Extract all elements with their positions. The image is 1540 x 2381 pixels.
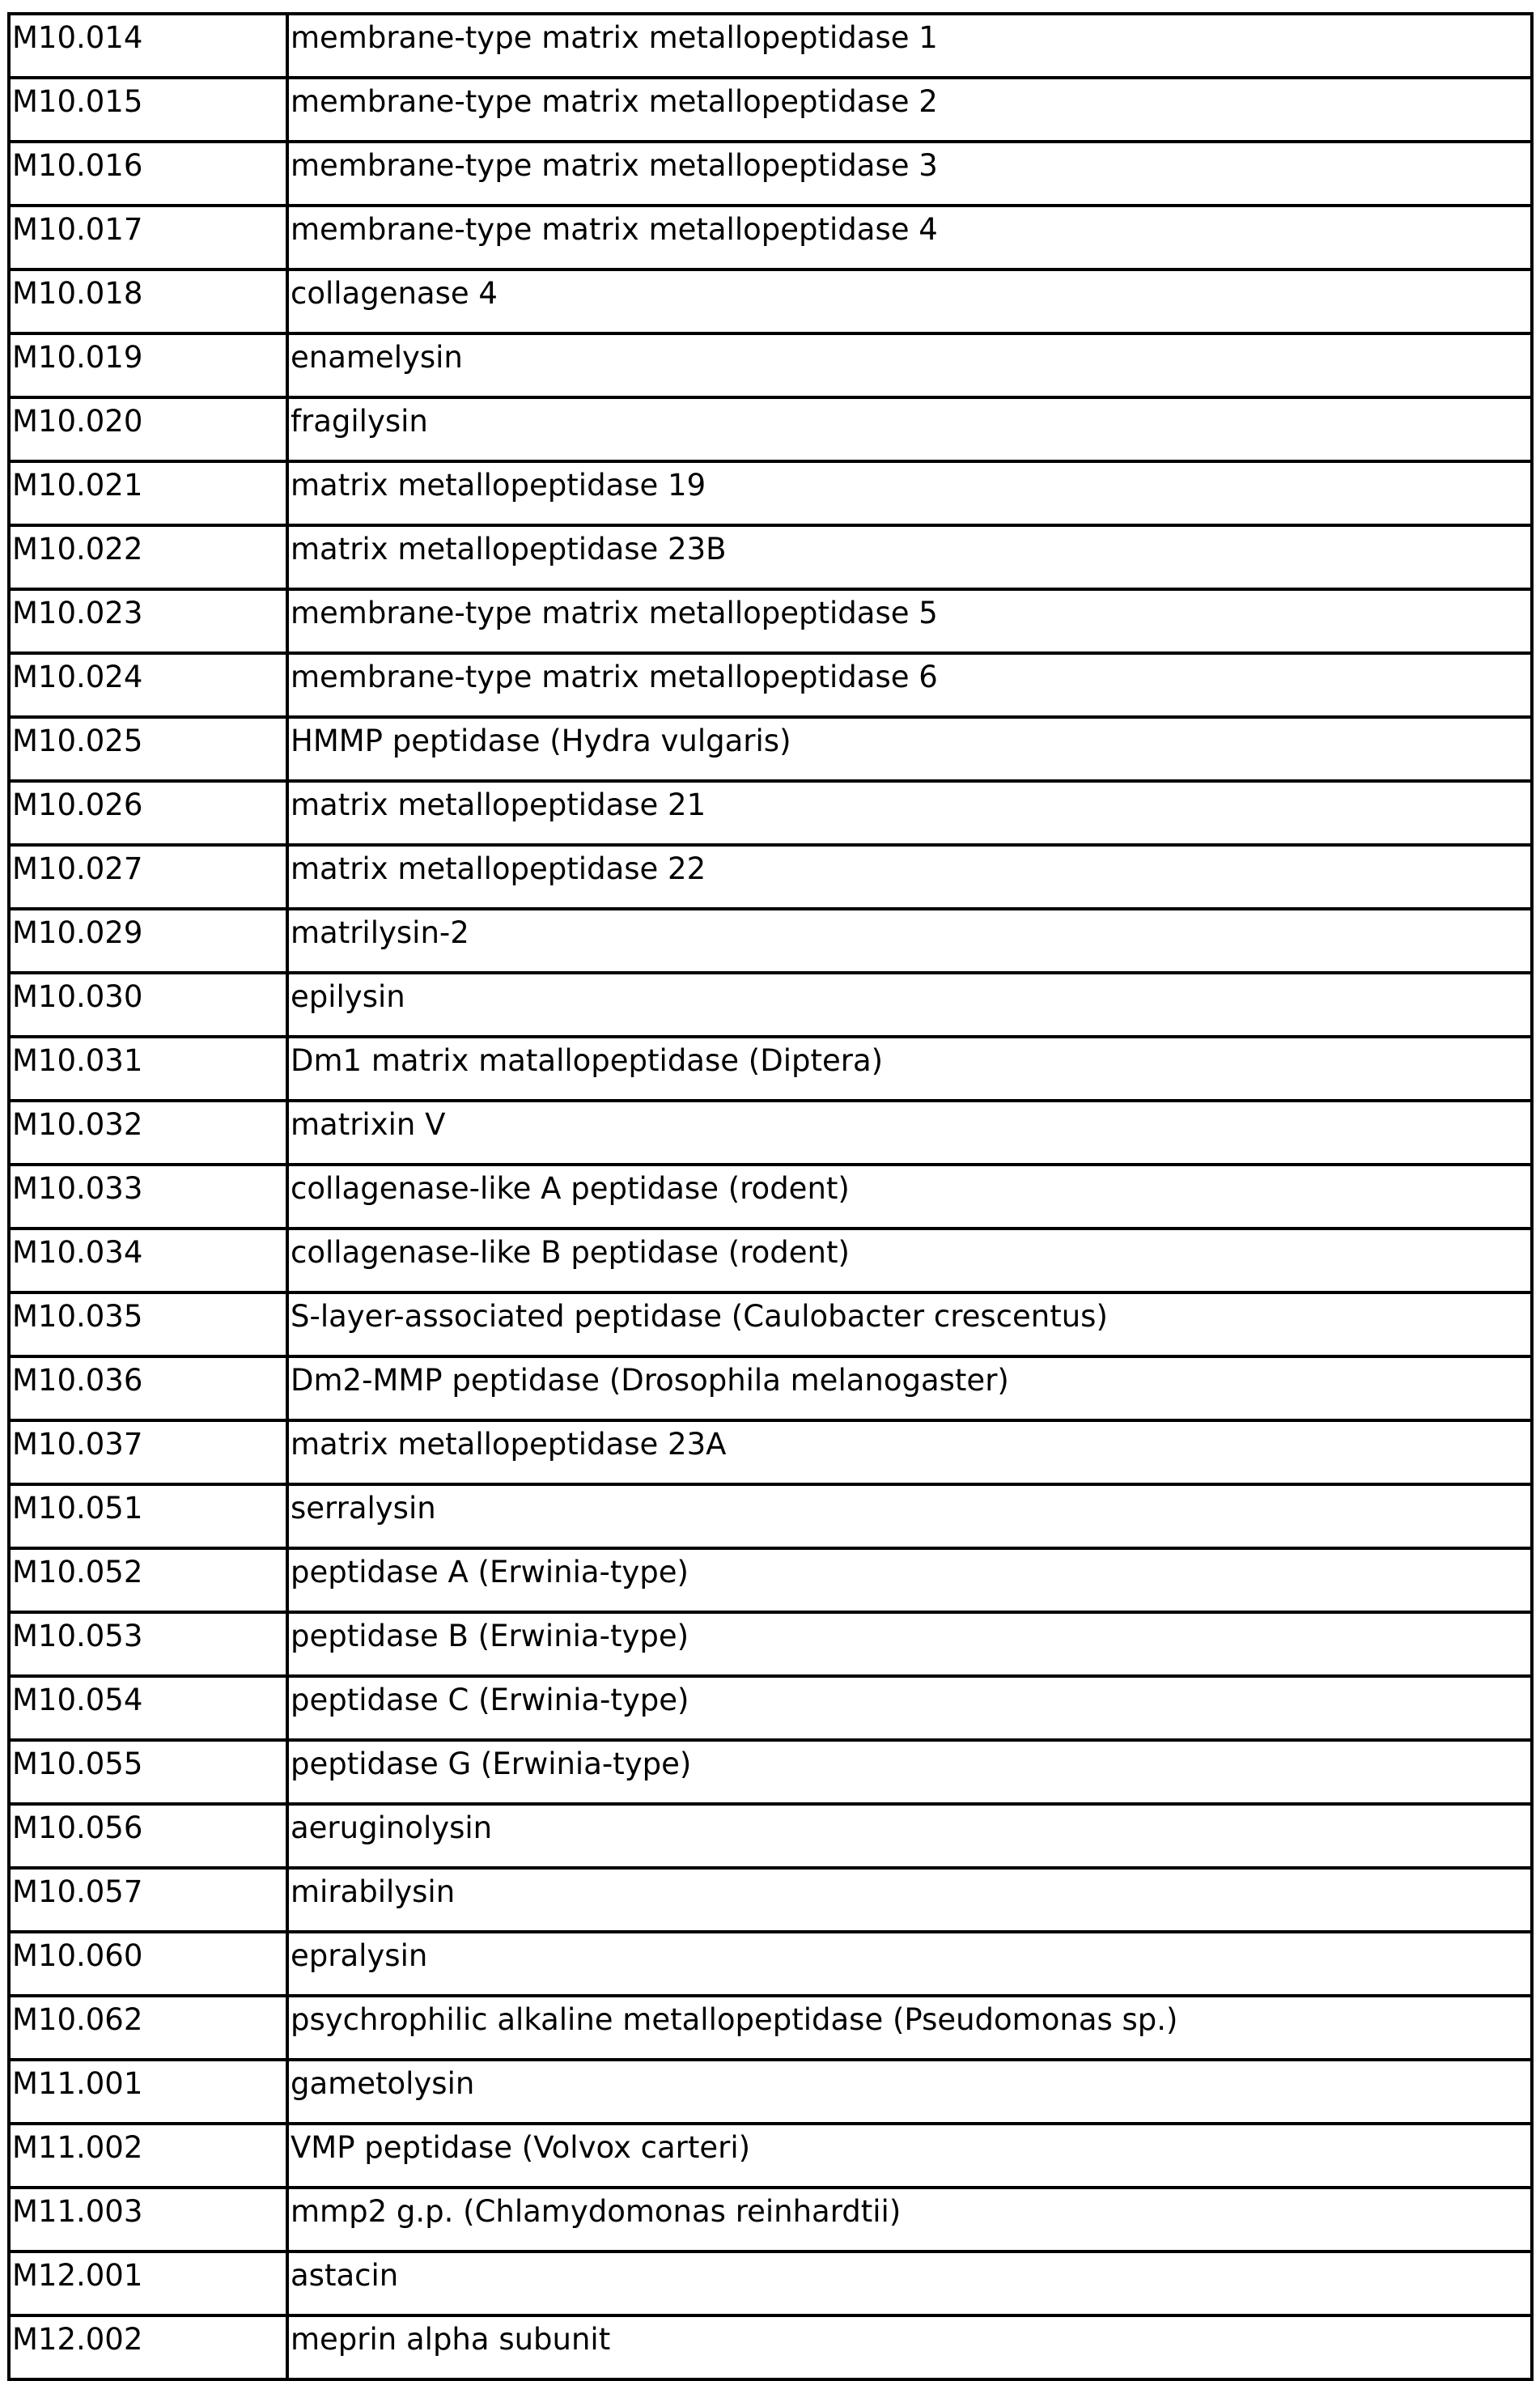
- table-body: [9, 14, 1532, 2379]
- table-row: [9, 1229, 1532, 1292]
- name-cell: Dm1 matrix matallopeptidase (Diptera): [287, 1037, 1532, 1101]
- code-cell: M10.022: [9, 525, 287, 589]
- name-cell: matrixin V: [287, 1101, 1532, 1165]
- code-cell: M10.055: [9, 1740, 287, 1804]
- name-cell: enamelysin: [287, 333, 1532, 397]
- name-cell: peptidase B (Erwinia-type): [287, 1612, 1532, 1676]
- peptidase-table: [7, 12, 1534, 2381]
- name-cell: Dm2-MMP peptidase (Drosophila melanogaster): [287, 1356, 1532, 1420]
- name-cell: peptidase A (Erwinia-type): [287, 1548, 1532, 1612]
- name-cell: fragilysin: [287, 397, 1532, 461]
- name-cell: meprin alpha subunit: [287, 2315, 1532, 2379]
- code-cell: M10.027: [9, 845, 287, 909]
- table-row: [9, 909, 1532, 973]
- code-cell: M10.053: [9, 1612, 287, 1676]
- name-cell: matrilysin-2: [287, 909, 1532, 973]
- table-row: [9, 2124, 1532, 2188]
- table-row: [9, 1996, 1532, 2060]
- code-cell: M12.001: [9, 2252, 287, 2315]
- table-row: [9, 2060, 1532, 2124]
- name-cell: matrix metallopeptidase 22: [287, 845, 1532, 909]
- name-cell: membrane-type matrix metallopeptidase 1: [287, 14, 1532, 78]
- table-row: [9, 717, 1532, 781]
- table-row: [9, 1101, 1532, 1165]
- table-row: [9, 1420, 1532, 1484]
- code-cell: M11.002: [9, 2124, 287, 2188]
- table-row: [9, 845, 1532, 909]
- code-cell: M10.021: [9, 461, 287, 525]
- table-row: [9, 1484, 1532, 1548]
- code-cell: M10.019: [9, 333, 287, 397]
- table-row: [9, 525, 1532, 589]
- table-row: [9, 142, 1532, 206]
- name-cell: peptidase C (Erwinia-type): [287, 1676, 1532, 1740]
- table-row: [9, 653, 1532, 717]
- table-row: [9, 781, 1532, 845]
- code-cell: M10.024: [9, 653, 287, 717]
- code-cell: M11.001: [9, 2060, 287, 2124]
- name-cell: membrane-type matrix metallopeptidase 3: [287, 142, 1532, 206]
- code-cell: M10.052: [9, 1548, 287, 1612]
- code-cell: M10.037: [9, 1420, 287, 1484]
- name-cell: astacin: [287, 2252, 1532, 2315]
- table-row: [9, 2315, 1532, 2379]
- name-cell: psychrophilic alkaline metallopeptidase (Pseudomonas sp.): [287, 1996, 1532, 2060]
- code-cell: M10.014: [9, 14, 287, 78]
- table-row: [9, 78, 1532, 142]
- table-row: [9, 333, 1532, 397]
- code-cell: M10.056: [9, 1804, 287, 1868]
- name-cell: peptidase G (Erwinia-type): [287, 1740, 1532, 1804]
- table-row: [9, 2188, 1532, 2252]
- code-cell: M11.003: [9, 2188, 287, 2252]
- code-cell: M10.051: [9, 1484, 287, 1548]
- table-row: [9, 1037, 1532, 1101]
- table-row: [9, 270, 1532, 333]
- table-row: [9, 397, 1532, 461]
- name-cell: matrix metallopeptidase 19: [287, 461, 1532, 525]
- table-row: [9, 2252, 1532, 2315]
- code-cell: M10.023: [9, 589, 287, 653]
- name-cell: aeruginolysin: [287, 1804, 1532, 1868]
- table-row: [9, 1932, 1532, 1996]
- table-row: [9, 973, 1532, 1037]
- code-cell: M10.018: [9, 270, 287, 333]
- table-row: [9, 1676, 1532, 1740]
- name-cell: mirabilysin: [287, 1868, 1532, 1932]
- name-cell: membrane-type matrix metallopeptidase 2: [287, 78, 1532, 142]
- table-row: [9, 1612, 1532, 1676]
- name-cell: membrane-type matrix metallopeptidase 6: [287, 653, 1532, 717]
- table-row: [9, 1868, 1532, 1932]
- table-row: [9, 1740, 1532, 1804]
- code-cell: M10.033: [9, 1165, 287, 1229]
- code-cell: M10.035: [9, 1292, 287, 1356]
- name-cell: collagenase-like A peptidase (rodent): [287, 1165, 1532, 1229]
- table-row: [9, 206, 1532, 270]
- code-cell: M10.054: [9, 1676, 287, 1740]
- name-cell: matrix metallopeptidase 23A: [287, 1420, 1532, 1484]
- code-cell: M10.034: [9, 1229, 287, 1292]
- name-cell: serralysin: [287, 1484, 1532, 1548]
- code-cell: M10.032: [9, 1101, 287, 1165]
- name-cell: S-layer-associated peptidase (Caulobacter crescentus): [287, 1292, 1532, 1356]
- table-row: [9, 1356, 1532, 1420]
- code-cell: M10.029: [9, 909, 287, 973]
- code-cell: M12.002: [9, 2315, 287, 2379]
- name-cell: epilysin: [287, 973, 1532, 1037]
- table-row: [9, 1804, 1532, 1868]
- code-cell: M10.020: [9, 397, 287, 461]
- table-row: [9, 1548, 1532, 1612]
- code-cell: M10.026: [9, 781, 287, 845]
- name-cell: membrane-type matrix metallopeptidase 5: [287, 589, 1532, 653]
- name-cell: gametolysin: [287, 2060, 1532, 2124]
- name-cell: mmp2 g.p. (Chlamydomonas reinhardtii): [287, 2188, 1532, 2252]
- code-cell: M10.025: [9, 717, 287, 781]
- name-cell: matrix metallopeptidase 23B: [287, 525, 1532, 589]
- table-row: [9, 1165, 1532, 1229]
- name-cell: collagenase-like B peptidase (rodent): [287, 1229, 1532, 1292]
- code-cell: M10.060: [9, 1932, 287, 1996]
- code-cell: M10.036: [9, 1356, 287, 1420]
- table-row: [9, 1292, 1532, 1356]
- code-cell: M10.015: [9, 78, 287, 142]
- name-cell: matrix metallopeptidase 21: [287, 781, 1532, 845]
- code-cell: M10.057: [9, 1868, 287, 1932]
- name-cell: membrane-type matrix metallopeptidase 4: [287, 206, 1532, 270]
- code-cell: M10.031: [9, 1037, 287, 1101]
- name-cell: VMP peptidase (Volvox carteri): [287, 2124, 1532, 2188]
- code-cell: M10.016: [9, 142, 287, 206]
- code-cell: M10.017: [9, 206, 287, 270]
- code-cell: M10.062: [9, 1996, 287, 2060]
- code-cell: M10.030: [9, 973, 287, 1037]
- name-cell: epralysin: [287, 1932, 1532, 1996]
- name-cell: collagenase 4: [287, 270, 1532, 333]
- name-cell: HMMP peptidase (Hydra vulgaris): [287, 717, 1532, 781]
- table-row: [9, 589, 1532, 653]
- table-row: [9, 461, 1532, 525]
- table-row: [9, 14, 1532, 78]
